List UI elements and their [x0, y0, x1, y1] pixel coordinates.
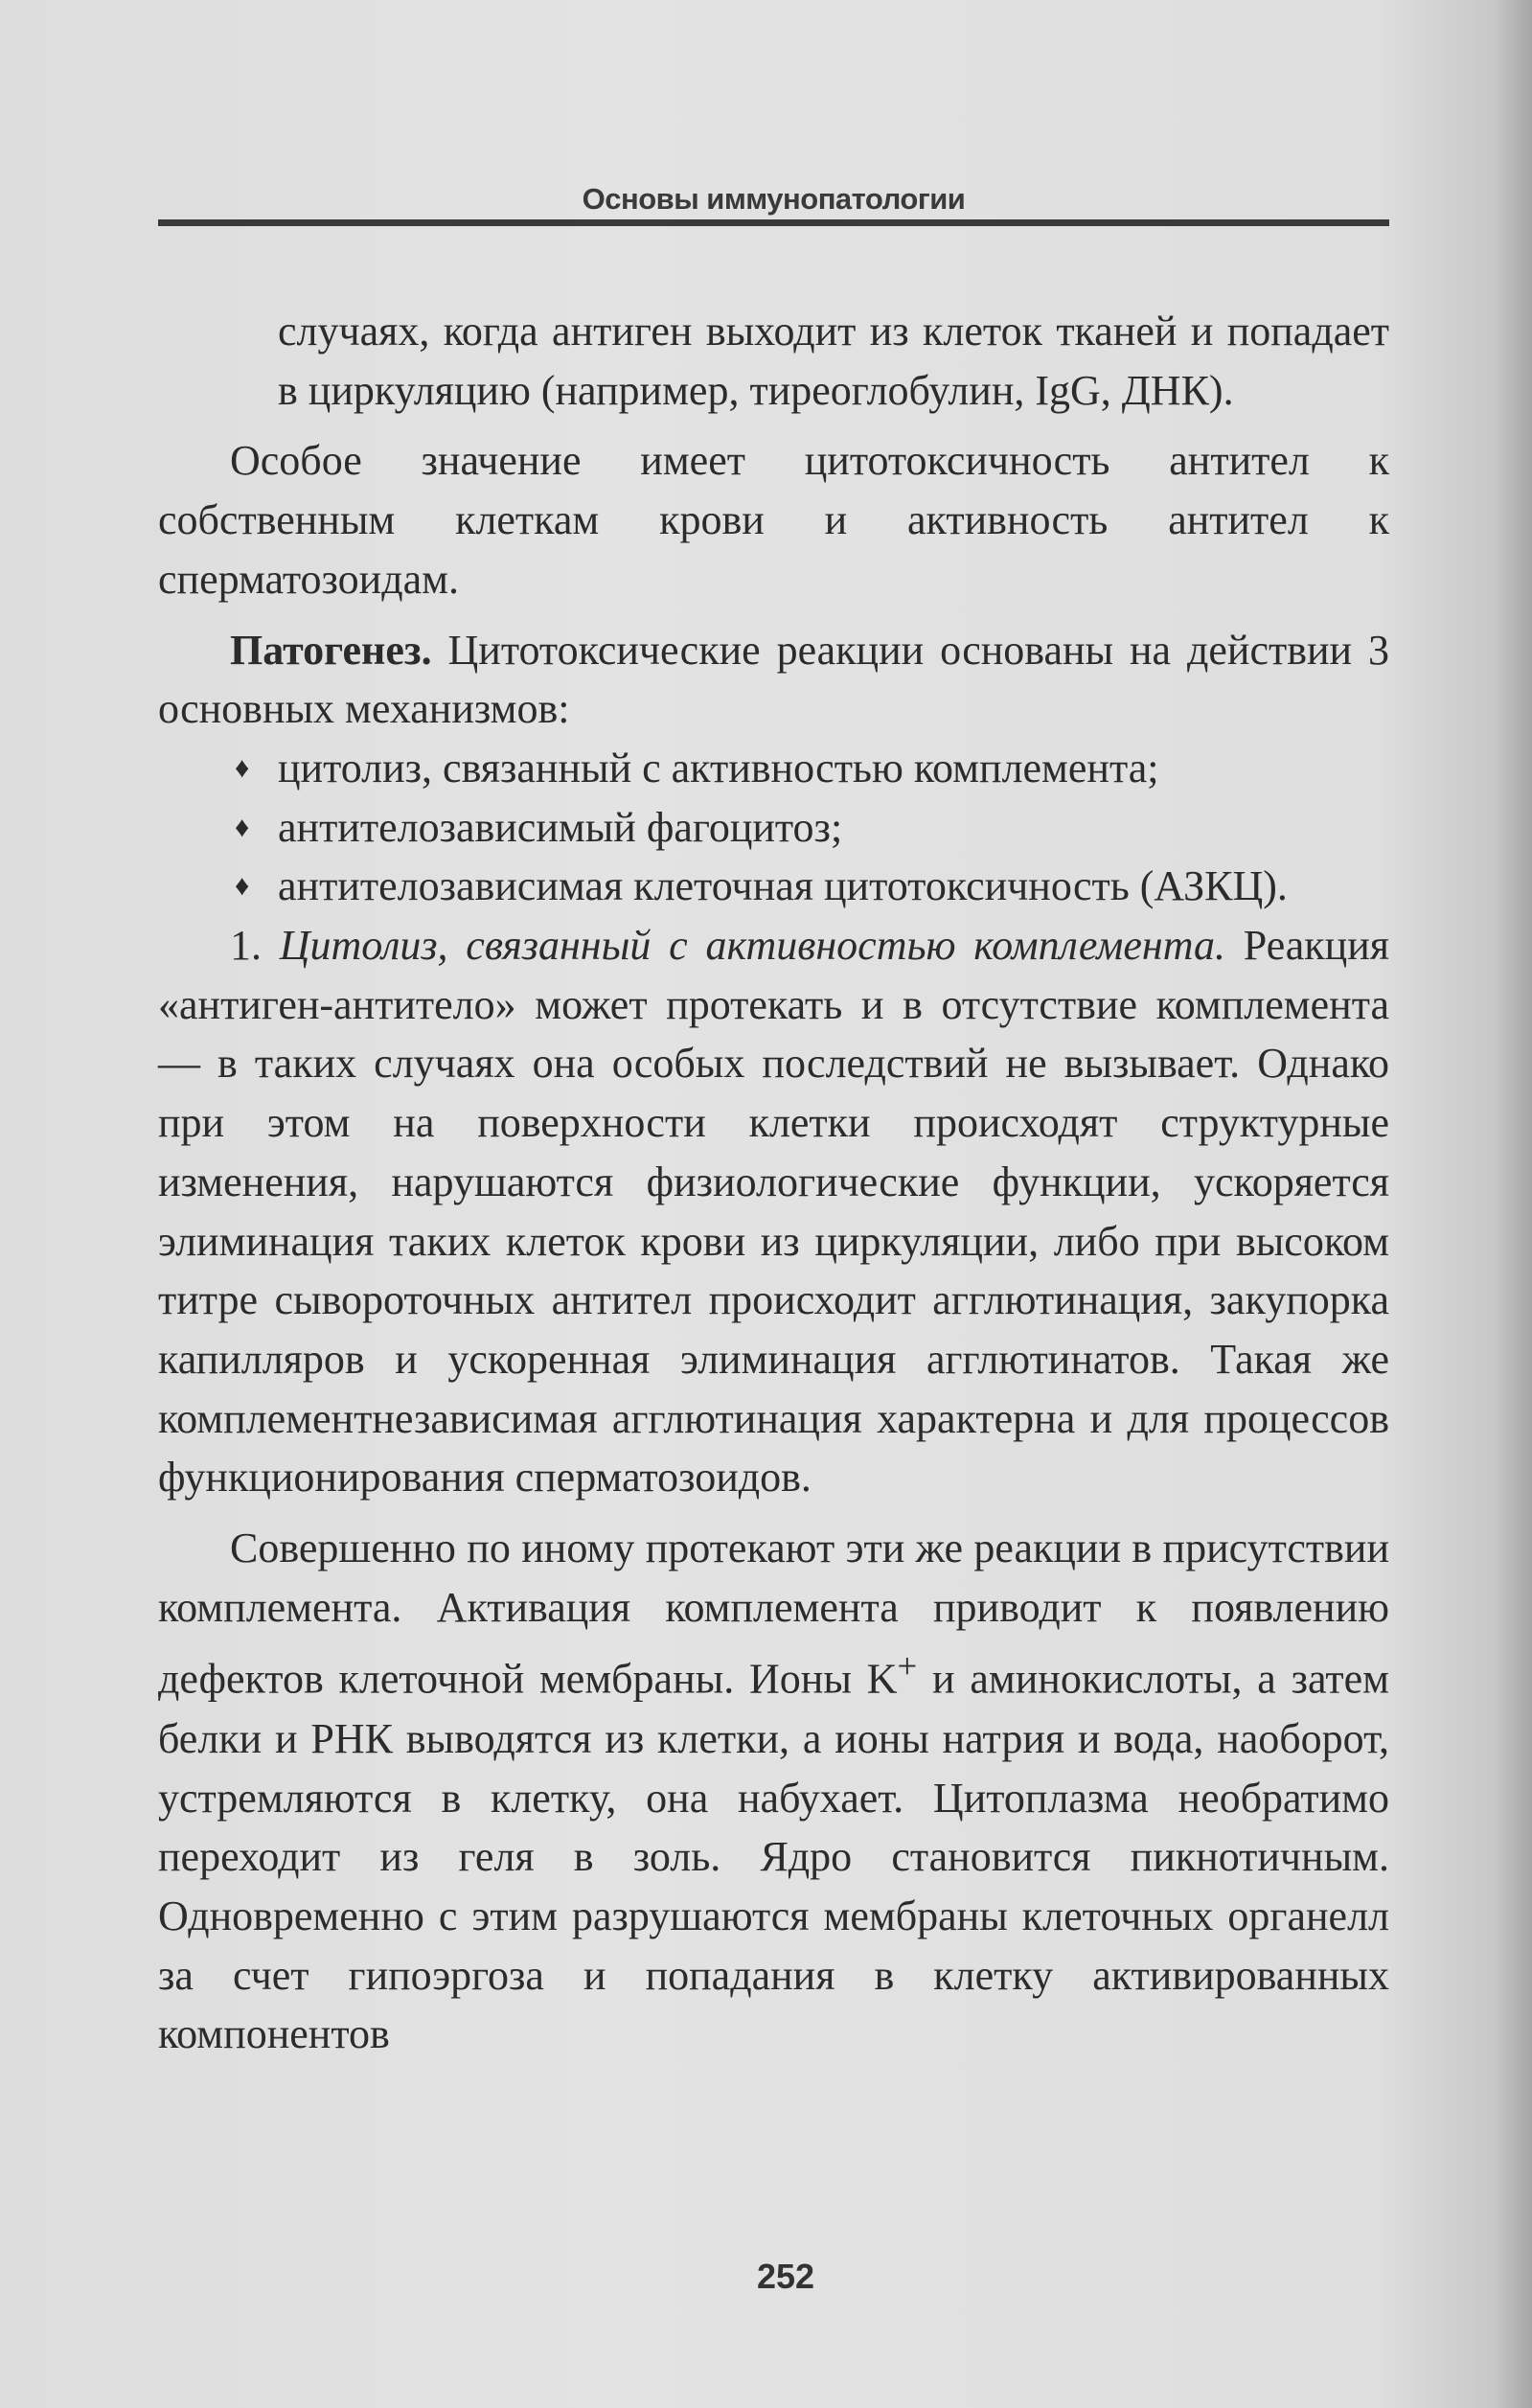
paragraph-text: Совершенно по иному протекают эти же реакции в присутствии комплемента. Активация комплемента приводит к появлению дефектов клеточной мембраны. Ионы K — [158, 1525, 1389, 1704]
list-item — [158, 739, 1389, 798]
header-rule — [158, 219, 1389, 226]
page-number: 252 — [756, 2257, 815, 2296]
list-item-text: антителозависимый фагоцитоз; — [278, 803, 843, 851]
body-text — [158, 302, 1389, 2064]
paragraph-text: и аминокислоты, а затем белки и РНК выводятся из клетки, а ионы натрия и вода, наоборот, устремляются в клетку, она набухает. Цитоплазма необратимо переходит из геля в золь. Ядро становится пикнотичным. Одновременно с этим разрушаются мембраны клеточных органелл за счет гипоэргоза и попадания в клетку активированных компонентов — [158, 1656, 1389, 2058]
diamond-bullet-icon: ♦ — [235, 870, 250, 903]
list-item — [158, 798, 1389, 858]
item-number: 1. — [230, 922, 280, 970]
run-in-heading-italic: Цитолиз, связанный с активностью комплемента. — [279, 922, 1226, 970]
superscript: + — [897, 1646, 918, 1686]
paragraph-continuation: случаях, когда антиген выходит из клеток тканей и попадает в циркуляцию (например, тиреоглобулин, IgG, ДНК). — [278, 308, 1389, 414]
running-header: Основы иммунопатологии — [582, 182, 966, 216]
list-item — [158, 857, 1389, 916]
page-edge-shadow — [1494, 0, 1532, 2408]
paragraph-text: Реакция «антиген-антитело» может протекать и в отсутствие комплемента — в таких случаях она особых последствий не вызывает. Однако при этом на поверхности клетки происходят структурные изменения, нарушаются физиологические функции, ускоряется элиминация таких клеток крови из циркуляции, либо при высоком титре сывороточных антител происходит агглютинация, закупорка капилляров и ускоренная элиминация агглютинатов. Такая же комплементнезависимая агглютинация характерна и для процессов функционирования сперматозоидов. — [158, 922, 1389, 1502]
list-item-text: антителозависимая клеточная цитотоксичность (АЗКЦ). — [278, 862, 1288, 910]
paragraph-text: Цитотоксические реакции основаны на действии 3 основных механизмов: — [158, 626, 1389, 733]
paragraph-cytolysis — [158, 916, 1389, 1507]
run-in-heading: Патогенез. — [230, 626, 432, 674]
list-item-text: цитолиз, связанный с активностью комплемента; — [278, 744, 1159, 791]
diamond-bullet-icon: ♦ — [235, 751, 250, 784]
paragraph: Особое значение имеет цитотоксичность антител к собственным клеткам крови и активность антител к сперматозоидам. — [158, 437, 1389, 603]
paragraph-pathogenesis — [158, 621, 1389, 739]
diamond-bullet-icon: ♦ — [235, 811, 250, 843]
paragraph — [158, 1519, 1389, 2064]
